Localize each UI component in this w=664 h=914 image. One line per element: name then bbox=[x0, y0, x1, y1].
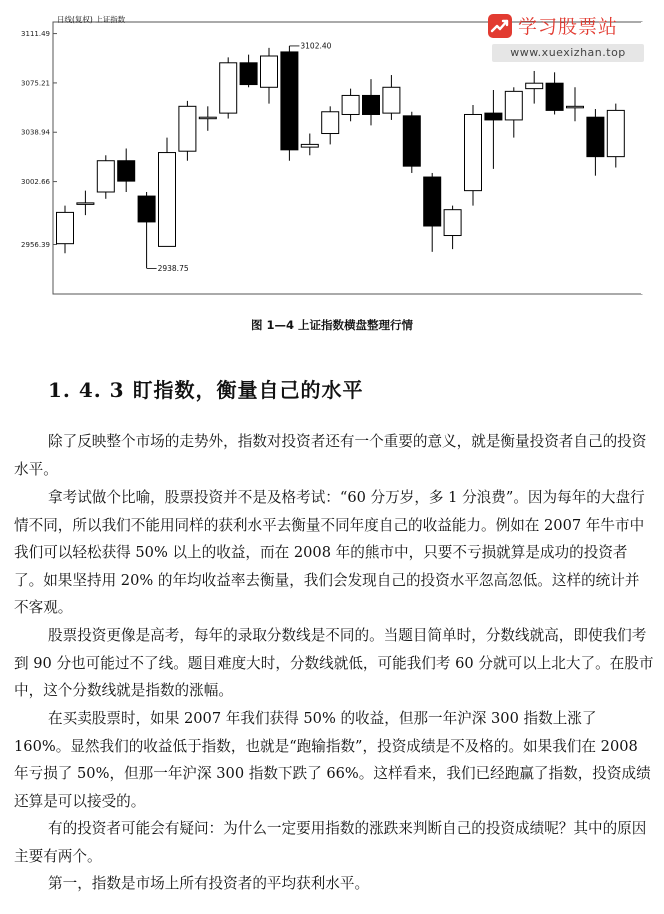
candle bbox=[383, 75, 400, 120]
candle-body-down bbox=[138, 196, 155, 222]
y-tick-label: 3075.21 bbox=[21, 79, 50, 88]
candle-body-up bbox=[342, 95, 359, 114]
candle bbox=[220, 57, 237, 118]
candle bbox=[363, 79, 380, 125]
candle-body-up bbox=[179, 106, 196, 151]
candle bbox=[57, 206, 74, 254]
candle-body-down bbox=[546, 83, 563, 110]
candle bbox=[505, 87, 522, 137]
candle bbox=[179, 101, 196, 161]
candle-body-up bbox=[159, 153, 176, 247]
candle-body-up bbox=[444, 210, 461, 236]
paragraph-6: 第一，指数是市场上所有投资者的平均获利水平。 bbox=[48, 875, 370, 892]
candle bbox=[444, 206, 461, 250]
paragraph-2: 拿考试做个比喻，股票投资并不是及格考试：“60 分万岁，多 1 分浪费”。因为每年的大盘行情不同，所以我们不能用同样的获利水平去衡量不同年度自己的收益能力。例如在 2007 年牛市中我们可以轻松获得 50% 以上的收益，而在 2008 年的熊市中，只要不亏损就算是成功的投资者了。如果坚持用 20% 的年均收益率去衡量，我们会发现自己的投资水平忽高忽低。这样的统计并不客观。 bbox=[14, 489, 645, 616]
candle bbox=[587, 109, 604, 176]
candle bbox=[342, 89, 359, 122]
candle bbox=[240, 55, 257, 88]
candle-body-down bbox=[424, 177, 441, 226]
candle-body-up bbox=[57, 212, 74, 243]
candle-body-up bbox=[607, 110, 624, 156]
candlestick-chart bbox=[0, 0, 664, 345]
paragraph-3: 股票投资更像是高考，每年的录取分数线是不同的。当题目简单时，分数线就高，即使我们考到 90 分也可能过不了线。题目难度大时，分数线就低，可能我们考 60 分就可以上北大了。在股市中，这个分数线就是指数的涨幅。 bbox=[14, 627, 654, 699]
candle bbox=[322, 106, 339, 144]
candle-body-up bbox=[322, 112, 339, 134]
paragraph-5: 有的投资者可能会有疑问：为什么一定要用指数的涨跌来判断自己的投资成绩呢？其中的原因主要有两个。 bbox=[14, 820, 647, 865]
candle bbox=[424, 173, 441, 252]
candle bbox=[97, 155, 114, 199]
candle bbox=[607, 104, 624, 168]
paragraph-4: 在买卖股票时，如果 2007 年我们获得 50% 的收益，但那一年沪深 300 指数上涨了 160%。显然我们的收益低于指数，也就是“跑输指数”，投资成绩是不及格的。如果我们在 2008 年亏损了 50%，但那一年沪深 300 指数下跌了 66%。这样看来，我们已经跑赢了指数，投资成绩还算是可以接受的。 bbox=[14, 710, 651, 810]
candle-body-down bbox=[403, 116, 420, 166]
chart-title: 日线(复权) 上证指数 bbox=[57, 15, 126, 24]
section-heading: 1. 4. 3 盯指数，衡量自己的水平 bbox=[48, 378, 364, 402]
candle bbox=[526, 71, 543, 104]
candle bbox=[138, 192, 155, 268]
candle-body-up bbox=[383, 87, 400, 113]
candle-body-down bbox=[587, 117, 604, 156]
candle-body-down bbox=[363, 95, 380, 114]
candle-body-down bbox=[485, 113, 502, 120]
paragraph-1: 除了反映整个市场的走势外，指数对投资者还有一个重要的意义，就是衡量投资者自己的投资水平。 bbox=[14, 433, 647, 478]
watermark bbox=[488, 10, 658, 70]
candle-body-up bbox=[77, 203, 94, 205]
figure-caption: 图 1—4 上证指数横盘整理行情 bbox=[250, 318, 413, 332]
y-tick-label: 2956.39 bbox=[21, 241, 50, 250]
candle bbox=[281, 46, 298, 161]
candle bbox=[77, 191, 94, 215]
candle-body-up bbox=[567, 106, 584, 108]
annotation-label: 3102.40 bbox=[300, 41, 332, 51]
candle bbox=[567, 87, 584, 121]
y-tick-label: 3002.66 bbox=[21, 178, 50, 187]
candle-body-up bbox=[526, 83, 543, 88]
candle-body-up bbox=[505, 91, 522, 120]
candle bbox=[118, 148, 135, 192]
candle bbox=[261, 48, 278, 104]
candle-body-up bbox=[97, 161, 114, 192]
candle bbox=[485, 90, 502, 169]
candle bbox=[159, 138, 176, 247]
candle bbox=[465, 105, 482, 206]
watermark-logo-icon bbox=[488, 14, 512, 38]
candle-body-up bbox=[301, 144, 318, 147]
candle bbox=[199, 106, 216, 130]
candle-body-up bbox=[199, 117, 216, 119]
candle bbox=[301, 134, 318, 156]
watermark-url: www.xuexizhan.top bbox=[492, 44, 644, 62]
candle bbox=[546, 72, 563, 114]
annotation-label: 2938.75 bbox=[157, 264, 189, 273]
watermark-title: 学习股票站 bbox=[518, 16, 619, 38]
candle-body-down bbox=[118, 161, 135, 181]
candle-body-down bbox=[281, 52, 298, 150]
candle bbox=[403, 112, 420, 173]
y-tick-label: 3038.94 bbox=[21, 128, 50, 137]
candles bbox=[57, 46, 625, 268]
candle-body-up bbox=[261, 56, 278, 87]
y-tick-label: 3111.49 bbox=[21, 30, 50, 39]
candle-body-down bbox=[240, 63, 257, 85]
y-axis bbox=[21, 30, 57, 249]
candle-body-up bbox=[465, 114, 482, 190]
candle-body-up bbox=[220, 63, 237, 113]
